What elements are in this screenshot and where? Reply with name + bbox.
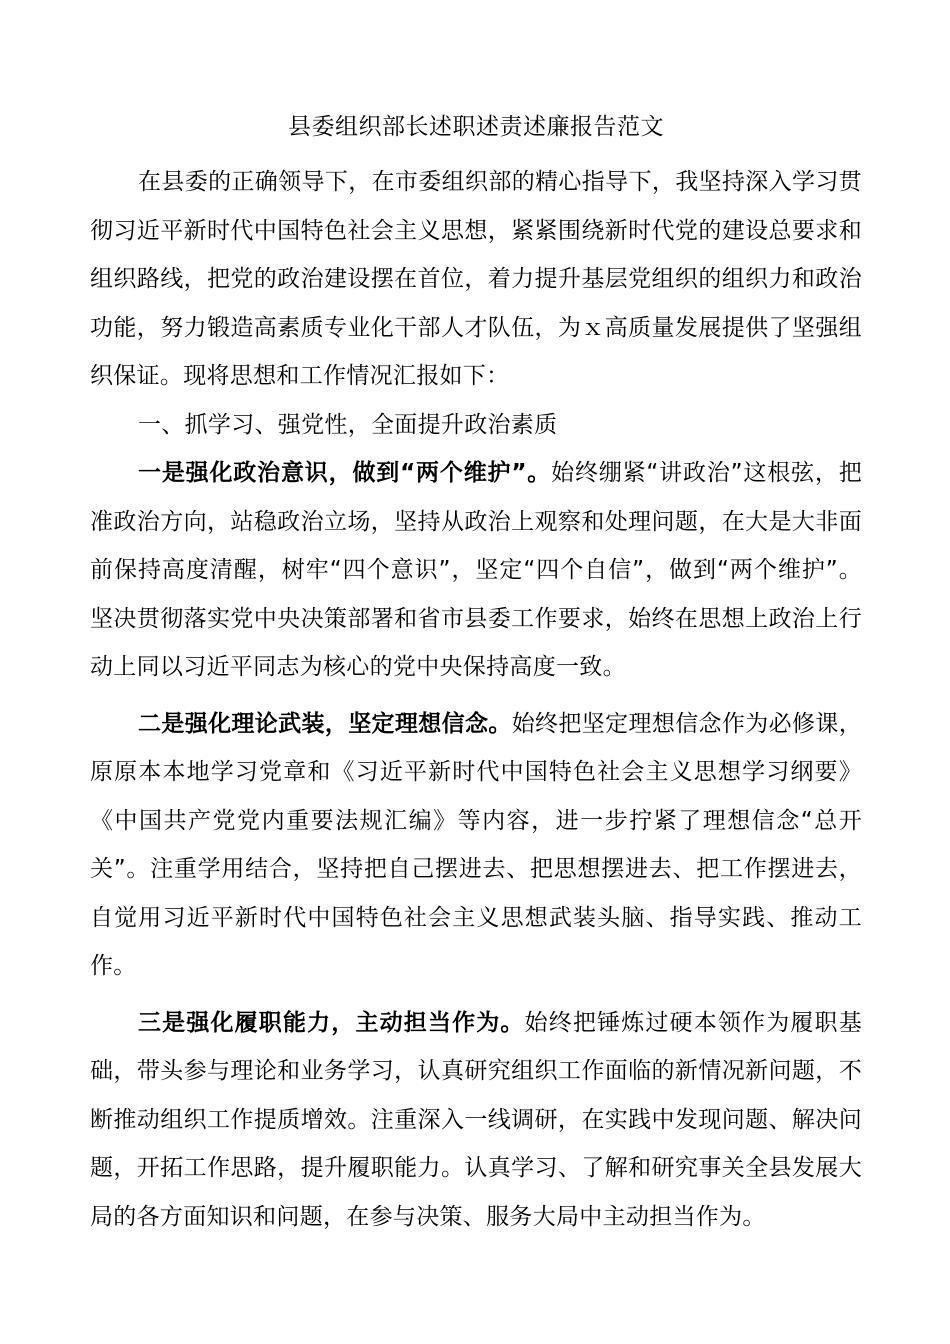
item-lead-1: 一是强化政治意识，做到“两个维护”。 [138, 460, 552, 486]
item-body-2: 始终把坚定理想信念作为必修课，原原本本地学习党章和《习近平新时代中国特色社会主义思想学习纲要》《中国共产党党内重要法规汇编》等内容，进一步拧紧了理想信念“总开关”。注重学用结合，坚持把自己摆进去、把思想摆进去、把工作摆进去，自觉用习近平新时代中国特色社会主义思想武装头脑、指导实践、推动工作。 [90, 710, 862, 979]
item-paragraph-1 [90, 449, 862, 692]
item-lead-3: 三是强化履职能力，主动担当作为。 [138, 1009, 525, 1036]
intro-paragraph: 在县委的正确领导下，在市委组织部的精心指导下，我坚持深入学习贯彻习近平新时代中国特色社会主义思想，紧紧围绕新时代党的建设总要求和组织路线，把党的政治建设摆在首位，着力提升基层党组织的组织力和政治功能，努力锻造高素质专业化干部人才队伍，为ｘ高质量发展提供了坚强组织保证。现将思想和工作情况汇报如下： [90, 169, 862, 389]
item-paragraph-3 [90, 999, 862, 1242]
item-body-1: 始终绷紧“讲政治”这根弦，把准政治方向，站稳政治立场，坚持从政治上观察和处理问题，在大是大非面前保持高度清醒，树牢“四个意识”，坚定“四个自信”，做到“两个维护”。坚决贯彻落实党中央决策部署和省市县委工作要求，始终在思想上政治上行动上同以习近平同志为核心的党中央保持高度一致。 [90, 460, 863, 680]
paragraph-gap [90, 991, 862, 999]
section-heading-1: 一、抓学习、强党性，全面提升政治素质 [138, 411, 558, 438]
item-paragraph-2 [90, 700, 862, 991]
item-lead-2: 二是强化理论武装，坚定理想信念。 [138, 710, 512, 737]
paragraph-gap [90, 692, 862, 700]
document-page [90, 108, 862, 1241]
item-body-3: 始终把锤炼过硬本领作为履职基础，带头参与理论和业务学习，认真研究组织工作面临的新情况新问题，不断推动组织工作提质增效。注重深入一线调研，在实践中发现问题、解决问题，开拓工作思路，提升履职能力。认真学习、了解和研究事关全县发展大局的各方面知识和问题，在参与决策、服务大局中主动担当作为。 [90, 1009, 862, 1230]
document-title: 县委组织部长述职述责述廉报告范文 [288, 114, 664, 140]
